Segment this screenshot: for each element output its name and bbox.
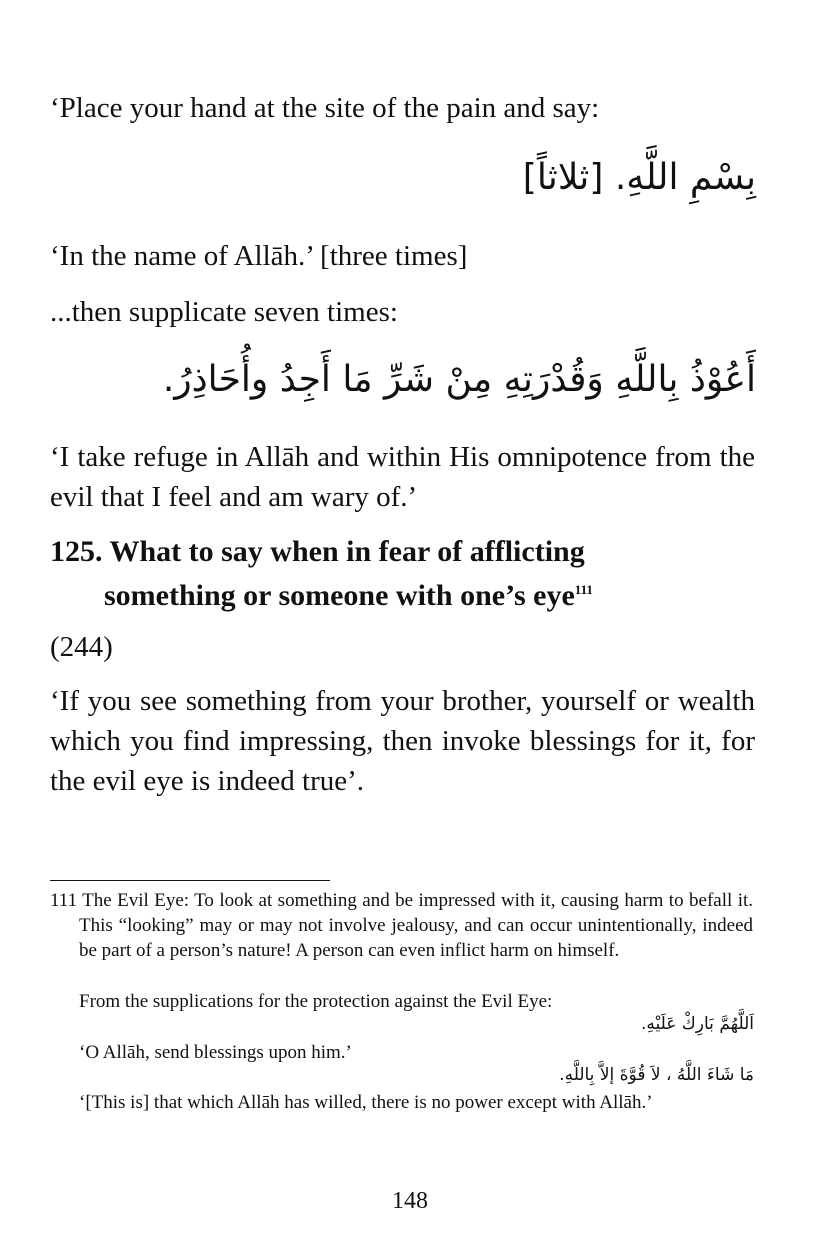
translation-refuge: ‘I take refuge in Allāh and within His omnipotence from the evil that I feel and am wary of.’ (50, 441, 755, 513)
footnote-divider (50, 880, 330, 881)
section-heading-line2 (50, 571, 755, 615)
section-heading-line1: 125. What to say when in fear of afflicting (50, 535, 585, 568)
footnote-paragraph-2: From the supplications for the protection against the Evil Eye: (79, 991, 553, 1012)
footnote-reference: 111 (574, 582, 593, 597)
then-line: ...then supplicate seven times: (50, 296, 398, 328)
arabic-refuge: أَعُوْذُ بِاللَّهِ وَقُدْرَتِهِ مِنْ شَرِّ مَا أَجِدُ وأُحَاذِرُ. (162, 359, 756, 400)
section-heading-line2-text: something or someone with one’s eye (104, 579, 575, 612)
hadith-number: (244) (50, 631, 113, 663)
page-number: 148 (392, 1188, 428, 1214)
footnote-paragraph-1: 111 The Evil Eye: To look at something and be impressed with it, causing harm to befall it. This “looking” may or may not involve jealousy, and can occur unintentionally, indeed be part of a person’s nature! A person can even inflict harm on himself. (50, 890, 753, 961)
intro-line: ‘Place your hand at the site of the pain and say: (50, 92, 600, 124)
footnote-arabic-1: اَللَّهُمَّ بَارِكْ عَلَيْهِ. (640, 1014, 754, 1034)
footnote-text (50, 888, 753, 963)
footnote-translation-2: ‘[This is] that which Allāh has willed, there is no power except with Allāh.’ (79, 1092, 653, 1113)
hadith-text: ‘If you see something from your brother, yourself or wealth which you find impressing, then invoke blessings for it, for the evil eye is indeed true’. (50, 685, 755, 797)
arabic-bismillah: بِسْمِ اللَّهِ. [ثلاثاً] (522, 157, 756, 198)
footnote-arabic-2: مَا شَاءَ اللَّهُ ، لاَ قُوَّةَ إلاَّ بِاللَّهِ. (559, 1065, 754, 1085)
footnote-translation-2-wrap (50, 1090, 753, 1115)
footnote-translation-1: ‘O Allāh, send blessings upon him.’ (79, 1042, 352, 1063)
section-heading (50, 533, 755, 615)
translation-bismillah: ‘In the name of Allāh.’ [three times] (50, 240, 468, 272)
